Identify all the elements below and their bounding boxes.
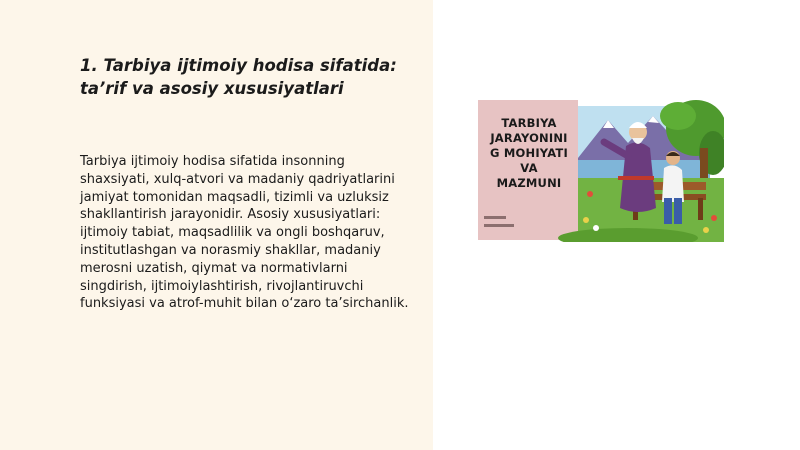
- book-title-line: MAZMUNI: [496, 176, 562, 190]
- book-title-line: VA: [520, 161, 538, 175]
- slide-title: 1. Tarbiya ijtimoiy hodisa sifatida: ta’rif va asosiy xususiyatlari: [80, 56, 397, 98]
- book-title-line: TARBIYA: [501, 116, 557, 130]
- child-figure: [662, 165, 684, 202]
- book-cover-title: [480, 116, 578, 191]
- book-title-line: G MOHIYATI: [490, 146, 568, 160]
- slide-body-text: Tarbiya ijtimoiy hodisa sifatida insonning shaxsiyati, xulq-atvori va madaniy qadriyatlarini jamiyat tomonidan maqsadli, tizimli va uzluksiz shakllantirish jarayonidir. Asosiy xususiyatlari: ijtimoiy tabiat, maqsadlilik va ongli boshqaruv, institutlashgan va norasmiy shakllar, madaniy merosni uzatish, qiymat va normativlarni singdirish, ijtimoiylashtirish, rivojlantiruvchi funksiyasi va atrof-muhit bilan o‘zaro ta’sirchanlik.: [80, 154, 409, 312]
- book-title-line: JARAYONINI: [490, 131, 568, 145]
